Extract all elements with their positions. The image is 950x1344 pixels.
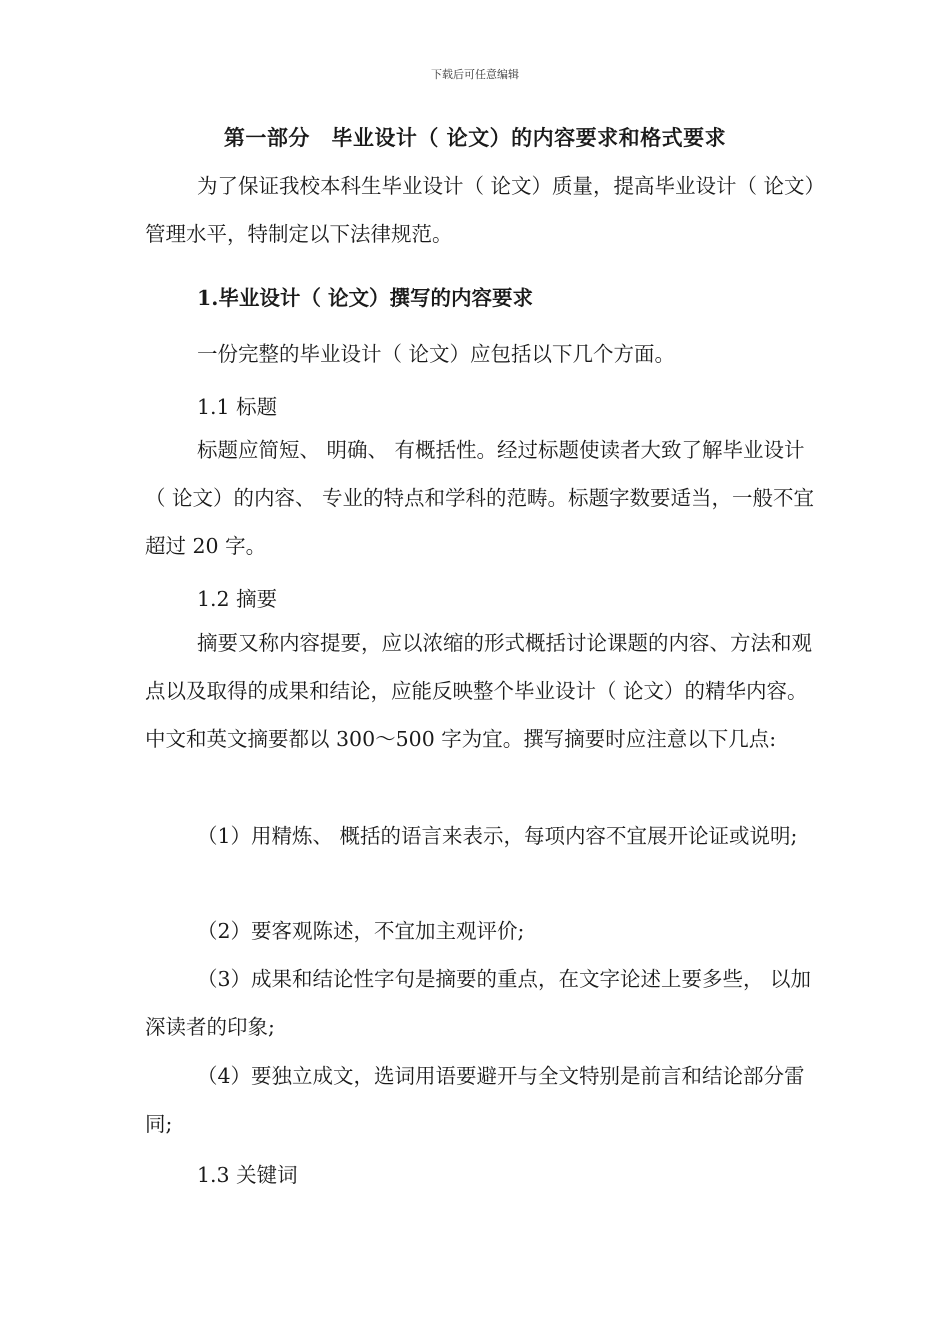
page-title: 第一部分 毕业设计（ 论文）的内容要求和格式要求 xyxy=(223,125,727,150)
abstract-point-1: （1）用精炼、 概括的语言来表示，每项内容不宜展开论证或说明; xyxy=(197,824,798,848)
abstract-point-4: （4）要独立成文，选词用语要避开与全文特别是前言和结论部分雷同; xyxy=(145,1064,805,1136)
abstract-point-2: （2）要客观陈述，不宜加主观评价; xyxy=(197,919,525,943)
subsection-heading-abstract: 1.2 摘要 xyxy=(197,587,278,611)
header-note: 下载后可任意编辑 xyxy=(431,68,519,81)
subsection-heading-keywords: 1.3 关键词 xyxy=(197,1163,298,1187)
section-intro-paragraph: 一份完整的毕业设计（ 论文）应包括以下几个方面。 xyxy=(197,342,676,366)
title-paragraph: 标题应简短、 明确、 有概括性。经过标题使读者大致了解毕业设计（ 论文）的内容、 专业的特点和学科的范畴。标题字数要适当，一般不宜超过 20 字。 xyxy=(145,438,815,558)
subsection-heading-title: 1.1 标题 xyxy=(197,395,278,419)
intro-paragraph: 为了保证我校本科生毕业设计（ 论文）质量，提高毕业设计（ 论文）管理水平，特制定以下法律规范。 xyxy=(145,174,815,246)
abstract-paragraph: 摘要又称内容提要，应以浓缩的形式概括讨论课题的内容、方法和观点以及取得的成果和结论，应能反映整个毕业设计（ 论文）的精华内容。中文和英文摘要都以 300～500 字为宜。撰写摘要时应注意以下几点: xyxy=(145,631,812,751)
section-heading: 1.毕业设计（ 论文）撰写的内容要求 xyxy=(197,286,534,310)
abstract-point-3: （3）成果和结论性字句是摘要的重点，在文字论述上要多些， 以加深读者的印象; xyxy=(145,967,812,1039)
